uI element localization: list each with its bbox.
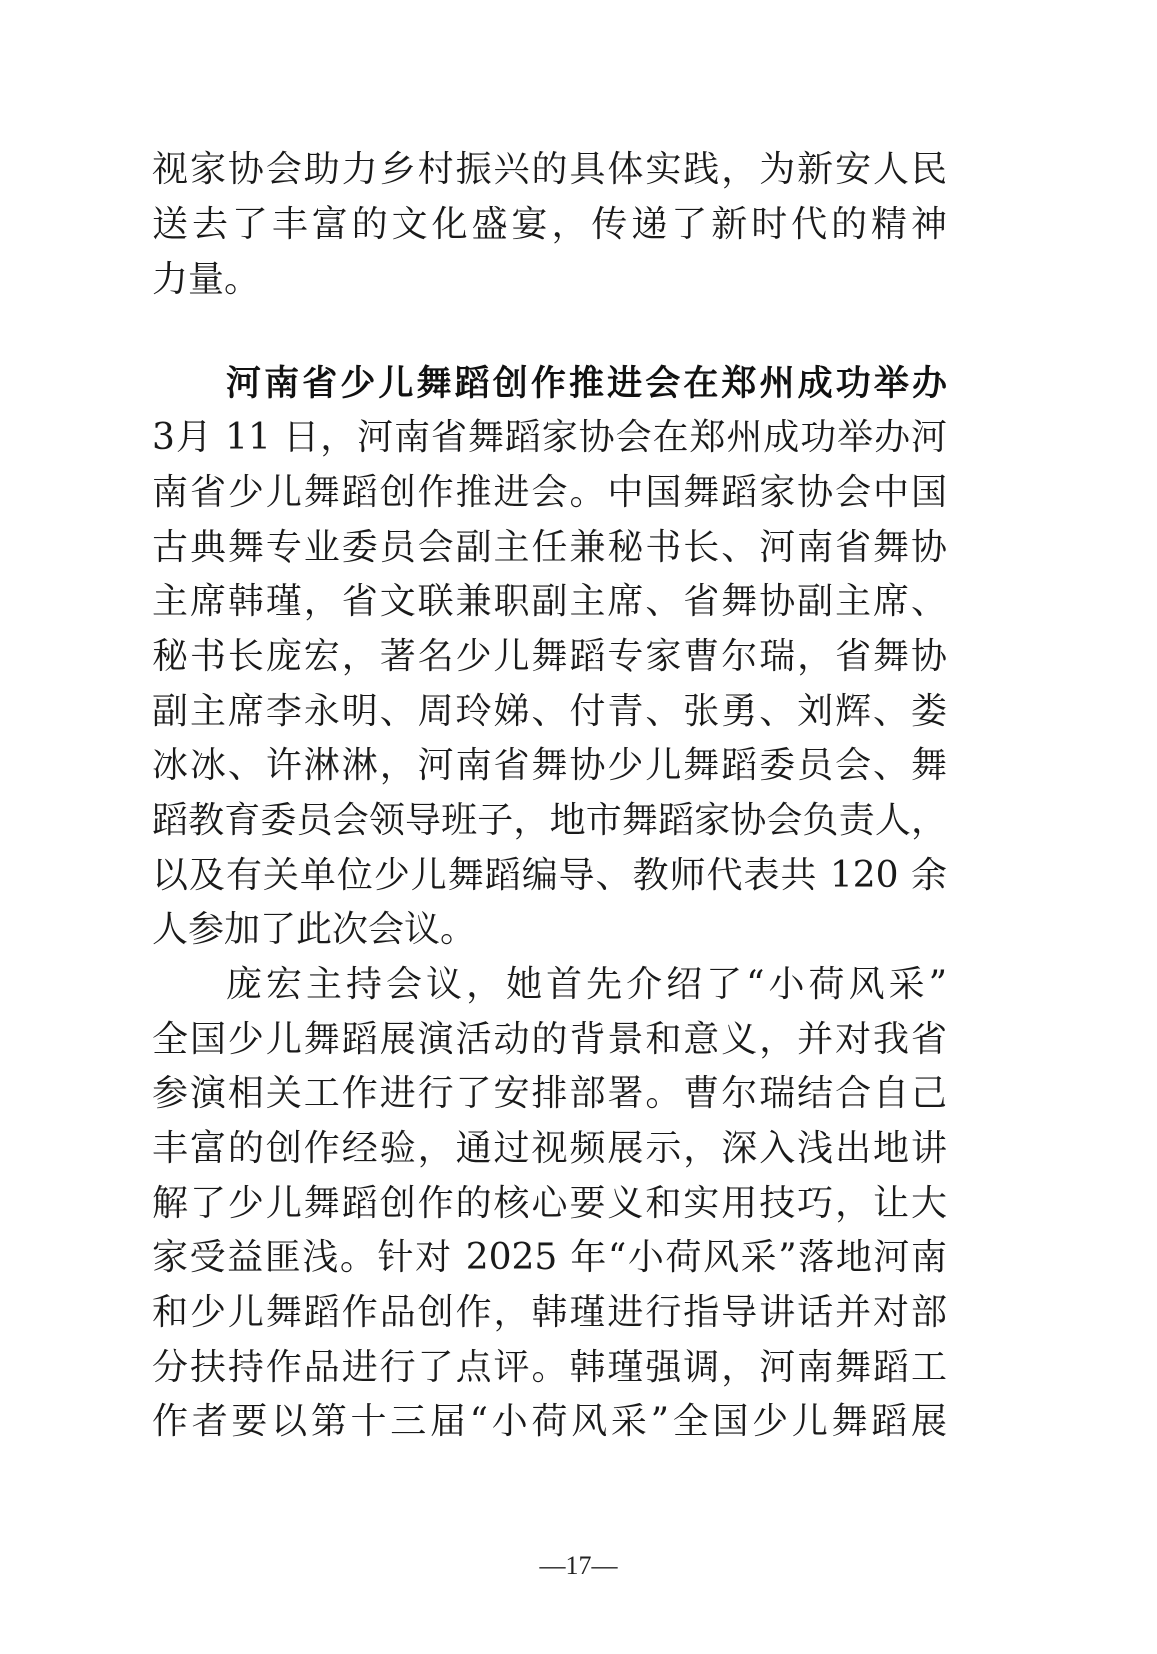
text-line: 以及有关单位少儿舞蹈编导、教师代表共 120 余 [152, 855, 947, 896]
article-title: 河南省少儿舞蹈创作推进会在郑州成功举办 [226, 364, 947, 404]
text-line: 参演相关工作进行了安排部署。曹尔瑞结合自己 [152, 1073, 947, 1114]
text-line: 主席韩瑾，省文联兼职副主席、省舞协副主席、 [152, 581, 947, 622]
text-line: 秘书长庞宏，著名少儿舞蹈专家曹尔瑞，省舞协 [152, 636, 947, 677]
text-line: 副主席李永明、周玲娣、付青、张勇、刘辉、娄 [152, 691, 947, 732]
text-line: 3月 11 日，河南省舞蹈家协会在郑州成功举办河 [152, 417, 947, 458]
text-line: 冰冰、许淋淋，河南省舞协少儿舞蹈委员会、舞 [152, 745, 947, 786]
text-line: 古典舞专业委员会副主任兼秘书长、河南省舞协 [152, 527, 947, 568]
text-line: 送去了丰富的文化盛宴，传递了新时代的精神 [152, 204, 947, 245]
text-line: 庞宏主持会议，她首先介绍了“小荷风采” [226, 964, 947, 1005]
text-line: 人参加了此次会议。 [152, 909, 477, 950]
text-line: 和少儿舞蹈作品创作，韩瑾进行指导讲话并对部 [152, 1292, 947, 1333]
text-line: 全国少儿舞蹈展演活动的背景和意义，并对我省 [152, 1019, 947, 1060]
text-line: 南省少儿舞蹈创作推进会。中国舞蹈家协会中国 [152, 472, 947, 513]
text-line: 解了少儿舞蹈创作的核心要义和实用技巧，让大 [152, 1183, 947, 1224]
text-line: 视家协会助力乡村振兴的具体实践，为新安人民 [152, 149, 947, 190]
text-line: 家受益匪浅。针对 2025 年“小荷风采”落地河南 [152, 1237, 947, 1278]
text-line: 作者要以第十三届“小荷风采”全国少儿舞蹈展 [152, 1401, 947, 1442]
text-line: 力量。 [152, 259, 261, 300]
page-number: —17— [539, 1551, 618, 1580]
text-line: 分扶持作品进行了点评。韩瑾强调，河南舞蹈工 [152, 1347, 947, 1388]
text-line: 蹈教育委员会领导班子，地市舞蹈家协会负责人， [152, 800, 947, 841]
text-line: 丰富的创作经验，通过视频展示，深入浅出地讲 [152, 1128, 947, 1169]
